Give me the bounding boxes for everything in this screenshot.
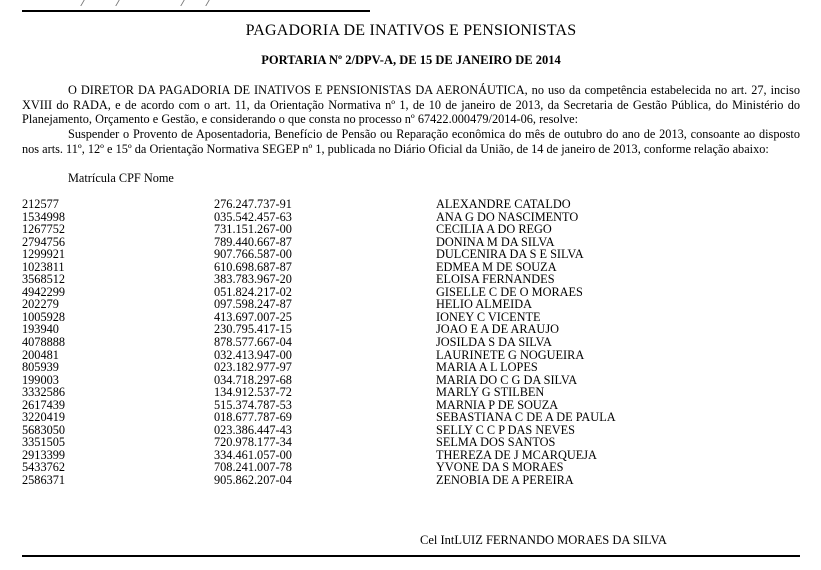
list-item <box>22 461 800 474</box>
nome-cell: MARNIA P DE SOUZA <box>436 397 559 412</box>
list-item <box>22 349 800 362</box>
matricula-cell: 1005928 <box>22 309 66 324</box>
matricula-cell: 805939 <box>22 360 59 375</box>
nome-cell: JOAO E A DE ARAUJO <box>436 322 559 337</box>
nome-cell: HELIO ALMEIDA <box>436 297 532 312</box>
matricula-cell: 2913399 <box>22 447 66 462</box>
list-item <box>22 474 800 487</box>
nome-cell: DONINA M DA SILVA <box>436 234 555 249</box>
nome-cell: SELMA DOS SANTOS <box>436 435 556 450</box>
nome-cell: DULCENIRA DA S E SILVA <box>436 247 584 262</box>
list-item <box>22 298 800 311</box>
matricula-cell: 212577 <box>22 197 59 211</box>
nome-cell: GISELLE C DE O MORAES <box>436 284 583 299</box>
cpf-cell: 789.440.667-87 <box>214 234 292 249</box>
matricula-cell: 200481 <box>22 347 59 362</box>
list-item <box>22 198 800 211</box>
cpf-cell: 383.783.967-20 <box>214 272 292 287</box>
cpf-cell: 023.386.447-43 <box>214 422 292 437</box>
nome-cell: IONEY C VICENTE <box>436 309 541 324</box>
cpf-cell: 610.698.687-87 <box>214 259 292 274</box>
cpf-cell: 413.697.007-25 <box>214 309 292 324</box>
nome-cell: SELLY C C P DAS NEVES <box>436 422 575 437</box>
paragraph-suspension <box>22 127 800 156</box>
cpf-cell: 032.413.947-00 <box>214 347 292 362</box>
list-item <box>22 374 800 387</box>
nome-cell: ZENOBIA DE A PEREIRA <box>436 473 574 488</box>
nome-cell: EDMEA M DE SOUZA <box>436 259 557 274</box>
portaria-title: PORTARIA Nº 2/DPV-A, DE 15 DE JANEIRO DE 2014 <box>261 53 561 67</box>
cpf-cell: 905.862.207-04 <box>214 473 292 488</box>
matricula-cell: 193940 <box>22 322 59 337</box>
list-item <box>22 211 800 224</box>
list-item <box>22 236 800 249</box>
nome-cell: CECILIA A DO REGO <box>436 222 552 237</box>
cpf-cell: 720.978.177-34 <box>214 435 292 450</box>
top-fragment-marks <box>22 0 370 6</box>
nome-cell: THEREZA DE J MCARQUEJA <box>436 447 597 462</box>
column-header: Matrícula CPF Nome <box>68 171 174 185</box>
cpf-cell: 097.598.247-87 <box>214 297 292 312</box>
list-item <box>22 436 800 449</box>
cpf-cell: 018.677.787-69 <box>214 410 292 425</box>
bottom-rule <box>22 555 800 557</box>
list-item <box>22 361 800 374</box>
cpf-cell: 034.718.297-68 <box>214 372 292 387</box>
paragraph-resolution <box>22 83 800 127</box>
list-item <box>22 261 800 274</box>
list-item <box>22 449 800 462</box>
list-item <box>22 223 800 236</box>
nome-cell: ANA G DO NASCIMENTO <box>436 209 579 224</box>
nome-cell: MARIA DO C G DA SILVA <box>436 372 578 387</box>
nome-cell: JOSILDA S DA SILVA <box>436 335 552 350</box>
cpf-cell: 230.795.417-15 <box>214 322 292 337</box>
agency-title: PAGADORIA DE INATIVOS E PENSIONISTAS <box>245 22 577 39</box>
list-item <box>22 399 800 412</box>
list-item <box>22 323 800 336</box>
cpf-cell: 708.241.007-78 <box>214 460 292 475</box>
matricula-cell: 1023811 <box>22 259 65 274</box>
cpf-cell: 051.824.217-02 <box>214 284 292 299</box>
cpf-cell: 035.542.457-63 <box>214 209 292 224</box>
matricula-cell: 5683050 <box>22 422 66 437</box>
list-item <box>22 386 800 399</box>
matricula-cell: 3568512 <box>22 272 66 287</box>
matricula-cell: 202279 <box>22 297 59 312</box>
nome-cell: LAURINETE G NOGUEIRA <box>436 347 585 362</box>
nome-cell: MARIA A L LOPES <box>436 360 538 375</box>
cpf-cell: 334.461.057-00 <box>214 447 292 462</box>
matricula-cell: 2794756 <box>22 234 66 249</box>
nome-cell: YVONE DA S MORAES <box>436 460 564 475</box>
nome-cell: SEBASTIANA C DE A DE PAULA <box>436 410 616 425</box>
cpf-cell: 515.374.787-53 <box>214 397 292 412</box>
nome-cell: MARLY G STILBEN <box>436 385 545 400</box>
cpf-cell: 276.247.737-91 <box>214 197 292 211</box>
cpf-cell: 907.766.587-00 <box>214 247 292 262</box>
matricula-cell: 1299921 <box>22 247 66 262</box>
top-rule <box>22 10 370 12</box>
matricula-cell: 4078888 <box>22 335 66 350</box>
list-item <box>22 424 800 437</box>
cpf-cell: 134.912.537-72 <box>214 385 292 400</box>
cpf-cell: 878.577.667-04 <box>214 335 292 350</box>
matricula-cell: 1267752 <box>22 222 66 237</box>
matricula-cell: 3351505 <box>22 435 66 450</box>
list-item <box>22 248 800 261</box>
list-item <box>22 311 800 324</box>
list-item <box>22 286 800 299</box>
nome-cell: ELOISA FERNANDES <box>436 272 555 287</box>
list-item <box>22 336 800 349</box>
paragraph-suspension-text: Suspender o Provento de Aposentadoria, Benefício de Pensão ou Reparação econômica do mês de outubro do ano de 2013, consoante ao disposto nos arts. 11º, 12º e 15º da Orientação Normativa SEGEP nº 1, publicada no Diário Oficial da União, de 14 de janeiro de 2013, conforme relação abaixo: <box>22 127 800 156</box>
cpf-cell: 731.151.267-00 <box>214 222 292 237</box>
list-item <box>22 411 800 424</box>
signature: Cel IntLUIZ FERNANDO MORAES DA SILVA <box>420 533 667 547</box>
beneficiary-list <box>22 198 800 487</box>
matricula-cell: 3220419 <box>22 410 66 425</box>
cpf-cell: 023.182.977-97 <box>214 360 292 375</box>
nome-cell: ALEXANDRE CATALDO <box>436 197 571 211</box>
matricula-cell: 4942299 <box>22 284 66 299</box>
paragraph-resolution-text: O DIRETOR DA PAGADORIA DE INATIVOS E PENSIONISTAS DA AERONÁUTICA, no uso da competência estabelecida no art. 27, inciso XVIII do RADA, e de acordo com o art. 11, da Orientação Normativa nº 1, de 10 de janeiro de 2013, da Secretaria de Gestão Pública, do Ministério do Planejamento, Orçamento e Gestão, e considerando o que consta no processo nº 67422.000479/2014-06, resolve: <box>22 83 800 126</box>
matricula-cell: 5433762 <box>22 460 66 475</box>
list-item <box>22 273 800 286</box>
matricula-cell: 3332586 <box>22 385 66 400</box>
matricula-cell: 1534998 <box>22 209 66 224</box>
matricula-cell: 2586371 <box>22 473 66 488</box>
matricula-cell: 2617439 <box>22 397 66 412</box>
matricula-cell: 199003 <box>22 372 59 387</box>
